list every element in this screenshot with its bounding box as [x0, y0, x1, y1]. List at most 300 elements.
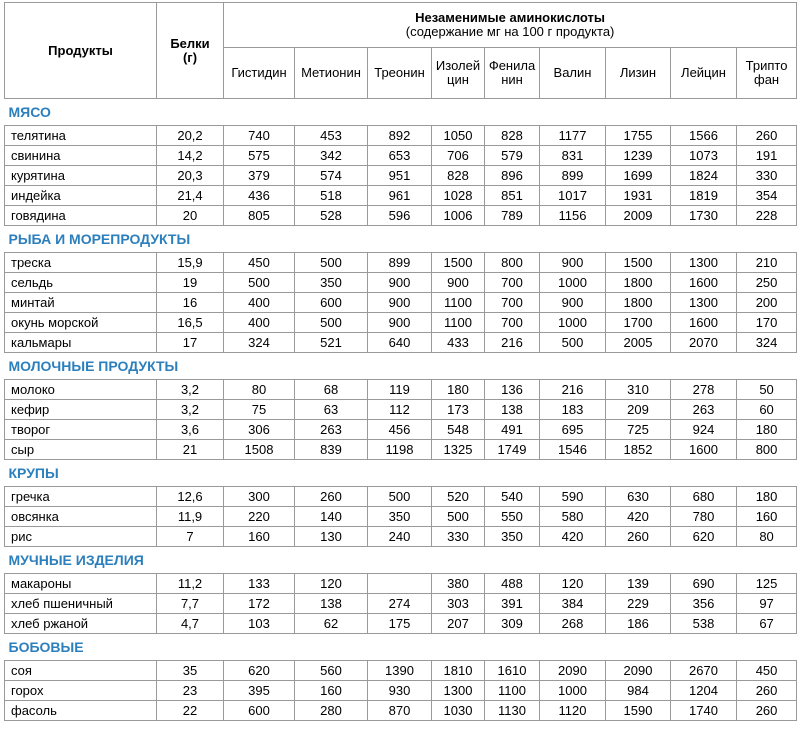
amino-acid-value: 350 — [295, 273, 368, 293]
amino-acid-value: 620 — [224, 661, 295, 681]
amino-acid-value: 310 — [606, 380, 671, 400]
amino-acid-value: 306 — [224, 420, 295, 440]
amino-acid-value: 330 — [737, 166, 797, 186]
amino-acid-value: 839 — [295, 440, 368, 460]
amino-acid-value: 400 — [224, 313, 295, 333]
product-name: овсянка — [5, 507, 157, 527]
amino-acid-value: 1699 — [606, 166, 671, 186]
amino-acid-value: 263 — [671, 400, 737, 420]
amino-acid-value: 420 — [540, 527, 606, 547]
amino-acid-value: 1546 — [540, 440, 606, 460]
amino-acid-value: 160 — [737, 507, 797, 527]
amino-acid-value: 580 — [540, 507, 606, 527]
amino-acid-value: 138 — [295, 594, 368, 614]
protein-value: 17 — [157, 333, 224, 353]
amino-acid-value: 140 — [295, 507, 368, 527]
table-row — [5, 206, 797, 226]
amino-acid-value: 620 — [671, 527, 737, 547]
amino-acid-value: 450 — [224, 253, 295, 273]
amino-acid-value: 453 — [295, 126, 368, 146]
product-name: сыр — [5, 440, 157, 460]
amino-acid-value: 590 — [540, 487, 606, 507]
protein-value: 15,9 — [157, 253, 224, 273]
amino-acid-value: 1600 — [671, 313, 737, 333]
amino-acid-value: 75 — [224, 400, 295, 420]
product-name: кальмары — [5, 333, 157, 353]
protein-value: 3,6 — [157, 420, 224, 440]
table-row — [5, 166, 797, 186]
amino-acid-value: 488 — [485, 574, 540, 594]
amino-acid-value: 63 — [295, 400, 368, 420]
amino-acid-value: 579 — [485, 146, 540, 166]
amino-acid-value: 1300 — [671, 293, 737, 313]
amino-acid-value: 538 — [671, 614, 737, 634]
amino-acid-value: 207 — [432, 614, 485, 634]
amino-acid-value: 342 — [295, 146, 368, 166]
protein-value: 22 — [157, 701, 224, 721]
amino-acid-value: 1800 — [606, 273, 671, 293]
amino-acid-value: 780 — [671, 507, 737, 527]
amino-acid-value: 1819 — [671, 186, 737, 206]
amino-acid-value: 274 — [368, 594, 432, 614]
protein-header-line2: (г) — [182, 49, 198, 65]
amino-acid-value: 191 — [737, 146, 797, 166]
protein-value: 3,2 — [157, 380, 224, 400]
amino-acid-value: 119 — [368, 380, 432, 400]
category-row — [5, 547, 797, 574]
table-row — [5, 146, 797, 166]
amino-acid-value: 892 — [368, 126, 432, 146]
amino-acid-value: 851 — [485, 186, 540, 206]
amino-acid-value: 433 — [432, 333, 485, 353]
amino-acid-value: 1100 — [432, 313, 485, 333]
amino-acid-value: 1500 — [606, 253, 671, 273]
amino-acid-value: 350 — [368, 507, 432, 527]
amino-acid-value: 278 — [671, 380, 737, 400]
product-name: творог — [5, 420, 157, 440]
category-title: МУЧНЫЕ ИЗДЕЛИЯ — [5, 547, 797, 574]
protein-value: 20,2 — [157, 126, 224, 146]
amino-acid-value: 268 — [540, 614, 606, 634]
amino-acid-value: 930 — [368, 681, 432, 701]
amino-acid-value: 1073 — [671, 146, 737, 166]
category-row — [5, 353, 797, 380]
amino-acid-value: 183 — [540, 400, 606, 420]
amino-acid-value: 896 — [485, 166, 540, 186]
amino-acid-value: 1325 — [432, 440, 485, 460]
column-header-line2: цин — [447, 72, 469, 87]
protein-value: 11,9 — [157, 507, 224, 527]
amino-acid-value: 725 — [606, 420, 671, 440]
amino-acid-value: 789 — [485, 206, 540, 226]
amino-acid-value: 200 — [737, 293, 797, 313]
protein-value: 14,2 — [157, 146, 224, 166]
amino-acid-value: 1050 — [432, 126, 485, 146]
amino-acid-value: 1390 — [368, 661, 432, 681]
table-row — [5, 126, 797, 146]
amino-acid-value: 309 — [485, 614, 540, 634]
amino-acid-value: 899 — [368, 253, 432, 273]
amino-acid-value: 50 — [737, 380, 797, 400]
amino-acid-value: 1800 — [606, 293, 671, 313]
product-name: треска — [5, 253, 157, 273]
amino-acid-value: 500 — [295, 253, 368, 273]
table-row — [5, 380, 797, 400]
amino-acid-value: 1028 — [432, 186, 485, 206]
amino-acid-value: 324 — [224, 333, 295, 353]
product-name: телятина — [5, 126, 157, 146]
column-header-line1: Треонин — [374, 65, 425, 80]
amino-acid-value: 186 — [606, 614, 671, 634]
category-row — [5, 460, 797, 487]
amino-acid-value: 125 — [737, 574, 797, 594]
amino-acid-value: 97 — [737, 594, 797, 614]
protein-value: 21 — [157, 440, 224, 460]
table-row — [5, 527, 797, 547]
amino-acids-group-header — [224, 3, 797, 48]
amino-acid-value: 1500 — [432, 253, 485, 273]
amino-acid-value: 260 — [737, 701, 797, 721]
product-name: свинина — [5, 146, 157, 166]
amino-acid-value: 984 — [606, 681, 671, 701]
protein-header-line1: Белки — [170, 35, 210, 51]
amino-acid-value: 172 — [224, 594, 295, 614]
amino-acid-value: 391 — [485, 594, 540, 614]
amino-acid-value: 450 — [737, 661, 797, 681]
product-name: хлеб ржаной — [5, 614, 157, 634]
amino-acid-value: 900 — [368, 293, 432, 313]
amino-acid-value: 456 — [368, 420, 432, 440]
amino-acid-value: 500 — [295, 313, 368, 333]
amino-acid-value: 120 — [540, 574, 606, 594]
amino-acid-value: 600 — [224, 701, 295, 721]
amino-acid-value: 700 — [485, 293, 540, 313]
amino-acid-value: 1931 — [606, 186, 671, 206]
amino-acid-value: 700 — [485, 273, 540, 293]
amino-acid-value: 250 — [737, 273, 797, 293]
amino-acid-value: 1006 — [432, 206, 485, 226]
protein-value: 35 — [157, 661, 224, 681]
amino-acid-value: 103 — [224, 614, 295, 634]
amino-acid-value: 420 — [606, 507, 671, 527]
amino-acid-value: 1730 — [671, 206, 737, 226]
amino-acid-value: 180 — [737, 487, 797, 507]
amino-acid-value: 60 — [737, 400, 797, 420]
amino-acid-value: 67 — [737, 614, 797, 634]
table-row — [5, 273, 797, 293]
amino-acid-value: 330 — [432, 527, 485, 547]
amino-acid-value: 160 — [295, 681, 368, 701]
column-header-line1: Лейцин — [681, 65, 726, 80]
amino-acid-value: 1156 — [540, 206, 606, 226]
column-header-line1: Фенила — [488, 58, 536, 73]
amino-acid-value: 900 — [368, 313, 432, 333]
table-row — [5, 253, 797, 273]
product-name: гречка — [5, 487, 157, 507]
amino-acid-value: 1000 — [540, 681, 606, 701]
amino-acid-value: 1300 — [432, 681, 485, 701]
table-row — [5, 594, 797, 614]
amino-acid-value: 1100 — [432, 293, 485, 313]
amino-acid-value: 300 — [224, 487, 295, 507]
amino-acid-value: 180 — [432, 380, 485, 400]
amino-acid-value: 1610 — [485, 661, 540, 681]
amino-acid-value: 263 — [295, 420, 368, 440]
amino-acid-value: 160 — [224, 527, 295, 547]
table-row — [5, 313, 797, 333]
amino-acid-value: 133 — [224, 574, 295, 594]
amino-acid-value: 1749 — [485, 440, 540, 460]
amino-acid-value: 1204 — [671, 681, 737, 701]
amino-acid-value: 400 — [224, 293, 295, 313]
amino-acid-value: 1017 — [540, 186, 606, 206]
amino-acid-value: 528 — [295, 206, 368, 226]
amino-acid-value: 900 — [540, 253, 606, 273]
amino-acid-value: 900 — [432, 273, 485, 293]
nutrition-table-container — [4, 2, 797, 721]
column-header-line1: Изолей — [435, 58, 481, 73]
amino-acid-value: 1600 — [671, 440, 737, 460]
amino-acid-value: 700 — [485, 313, 540, 333]
table-row — [5, 661, 797, 681]
amino-acid-value: 2070 — [671, 333, 737, 353]
product-name: курятина — [5, 166, 157, 186]
column-header-line2: фан — [754, 72, 780, 87]
amino-acid-value: 280 — [295, 701, 368, 721]
amino-acid-value: 130 — [295, 527, 368, 547]
column-header-line1: Лизин — [619, 65, 657, 80]
amino-acid-value: 1177 — [540, 126, 606, 146]
amino-acid-value: 961 — [368, 186, 432, 206]
amino-acid-value: 574 — [295, 166, 368, 186]
amino-acid-value: 1120 — [540, 701, 606, 721]
amino-acid-value: 740 — [224, 126, 295, 146]
table-row — [5, 333, 797, 353]
column-header-line2: нин — [501, 72, 523, 87]
product-name: молоко — [5, 380, 157, 400]
protein-value: 16 — [157, 293, 224, 313]
product-name: рис — [5, 527, 157, 547]
table-row — [5, 420, 797, 440]
amino-acid-value: 560 — [295, 661, 368, 681]
amino-acid-value: 240 — [368, 527, 432, 547]
amino-acid-value: 170 — [737, 313, 797, 333]
amino-acid-value: 380 — [432, 574, 485, 594]
protein-value: 12,6 — [157, 487, 224, 507]
table-row — [5, 507, 797, 527]
column-header-line1: Трипто — [745, 58, 788, 73]
column-header — [737, 48, 797, 99]
table-row — [5, 487, 797, 507]
product-name: макароны — [5, 574, 157, 594]
amino-acid-value: 870 — [368, 701, 432, 721]
amino-acid-value: 2009 — [606, 206, 671, 226]
amino-acids-title: Незаменимые аминокислоты — [415, 10, 606, 25]
amino-acid-value: 220 — [224, 507, 295, 527]
amino-acid-value: 1198 — [368, 440, 432, 460]
protein-value: 7 — [157, 527, 224, 547]
protein-value: 20,3 — [157, 166, 224, 186]
column-header — [368, 48, 432, 99]
amino-acid-value: 175 — [368, 614, 432, 634]
amino-acid-value: 1000 — [540, 313, 606, 333]
amino-acid-value: 900 — [368, 273, 432, 293]
amino-acid-value: 112 — [368, 400, 432, 420]
amino-acid-value: 800 — [737, 440, 797, 460]
amino-acid-value: 1239 — [606, 146, 671, 166]
amino-acid-value: 2670 — [671, 661, 737, 681]
table-row — [5, 574, 797, 594]
protein-value: 23 — [157, 681, 224, 701]
amino-acid-value: 1100 — [485, 681, 540, 701]
category-title: МЯСО — [5, 99, 797, 126]
amino-acid-value: 1508 — [224, 440, 295, 460]
product-name: минтай — [5, 293, 157, 313]
amino-acid-value: 1300 — [671, 253, 737, 273]
amino-acid-value: 1600 — [671, 273, 737, 293]
category-title: МОЛОЧНЫЕ ПРОДУКТЫ — [5, 353, 797, 380]
amino-acid-value: 324 — [737, 333, 797, 353]
column-header — [432, 48, 485, 99]
protein-value: 11,2 — [157, 574, 224, 594]
amino-acid-value: 216 — [485, 333, 540, 353]
amino-acid-value: 550 — [485, 507, 540, 527]
amino-acid-value: 596 — [368, 206, 432, 226]
amino-acid-value: 706 — [432, 146, 485, 166]
amino-acid-value: 1566 — [671, 126, 737, 146]
amino-acid-value: 900 — [540, 293, 606, 313]
amino-acid-value: 228 — [737, 206, 797, 226]
product-name: индейка — [5, 186, 157, 206]
amino-acid-value: 138 — [485, 400, 540, 420]
amino-acid-value: 828 — [485, 126, 540, 146]
protein-value: 19 — [157, 273, 224, 293]
amino-acid-value: 384 — [540, 594, 606, 614]
table-row — [5, 293, 797, 313]
amino-acid-value: 136 — [485, 380, 540, 400]
amino-acid-value: 828 — [432, 166, 485, 186]
category-title: БОБОВЫЕ — [5, 634, 797, 661]
amino-acid-value: 1740 — [671, 701, 737, 721]
amino-acid-value: 260 — [737, 681, 797, 701]
protein-value: 21,4 — [157, 186, 224, 206]
amino-acid-value: 2005 — [606, 333, 671, 353]
category-row — [5, 634, 797, 661]
amino-acid-value: 695 — [540, 420, 606, 440]
column-header-line1: Валин — [553, 65, 592, 80]
amino-acid-value: 436 — [224, 186, 295, 206]
amino-acid-value: 173 — [432, 400, 485, 420]
amino-acid-value: 500 — [432, 507, 485, 527]
product-name: говядина — [5, 206, 157, 226]
column-header — [671, 48, 737, 99]
amino-acid-value: 924 — [671, 420, 737, 440]
amino-acid-value: 2090 — [540, 661, 606, 681]
amino-acid-value: 216 — [540, 380, 606, 400]
protein-value: 16,5 — [157, 313, 224, 333]
amino-acid-value: 1755 — [606, 126, 671, 146]
amino-acid-value: 951 — [368, 166, 432, 186]
amino-acid-value: 521 — [295, 333, 368, 353]
amino-acid-value: 260 — [295, 487, 368, 507]
table-row — [5, 400, 797, 420]
amino-acid-value: 139 — [606, 574, 671, 594]
amino-acid-value: 653 — [368, 146, 432, 166]
amino-acid-value: 350 — [485, 527, 540, 547]
amino-acid-value: 2090 — [606, 661, 671, 681]
amino-acid-value: 1810 — [432, 661, 485, 681]
column-header — [295, 48, 368, 99]
amino-acid-value: 210 — [737, 253, 797, 273]
amino-acid-value: 1852 — [606, 440, 671, 460]
amino-acid-value: 209 — [606, 400, 671, 420]
amino-acid-value: 491 — [485, 420, 540, 440]
protein-value: 20 — [157, 206, 224, 226]
column-header — [224, 48, 295, 99]
column-header-line1: Гистидин — [231, 65, 287, 80]
category-row — [5, 99, 797, 126]
amino-acid-value: 548 — [432, 420, 485, 440]
amino-acid-value: 303 — [432, 594, 485, 614]
amino-acid-value: 805 — [224, 206, 295, 226]
amino-acid-value: 229 — [606, 594, 671, 614]
table-row — [5, 440, 797, 460]
product-name: горох — [5, 681, 157, 701]
product-name: кефир — [5, 400, 157, 420]
amino-acid-value: 260 — [606, 527, 671, 547]
category-title: КРУПЫ — [5, 460, 797, 487]
product-name: сельдь — [5, 273, 157, 293]
amino-acid-value: 680 — [671, 487, 737, 507]
amino-acid-value: 575 — [224, 146, 295, 166]
amino-acid-value: 68 — [295, 380, 368, 400]
amino-acid-value: 354 — [737, 186, 797, 206]
amino-acid-value: 1700 — [606, 313, 671, 333]
amino-acid-value: 80 — [737, 527, 797, 547]
products-header: Продукты — [5, 3, 157, 99]
protein-header — [157, 3, 224, 99]
category-row — [5, 226, 797, 253]
amino-acid-value: 520 — [432, 487, 485, 507]
protein-value: 7,7 — [157, 594, 224, 614]
amino-acid-value: 800 — [485, 253, 540, 273]
amino-acids-subtitle: (содержание мг на 100 г продукта) — [405, 24, 615, 39]
amino-acid-value: 899 — [540, 166, 606, 186]
table-row — [5, 614, 797, 634]
amino-acid-value: 831 — [540, 146, 606, 166]
amino-acid-value: 540 — [485, 487, 540, 507]
amino-acid-value: 1824 — [671, 166, 737, 186]
column-header — [485, 48, 540, 99]
amino-acid-value: 62 — [295, 614, 368, 634]
protein-value: 4,7 — [157, 614, 224, 634]
column-header — [540, 48, 606, 99]
amino-acid-value: 80 — [224, 380, 295, 400]
amino-acid-value: 1590 — [606, 701, 671, 721]
amino-acid-value: 518 — [295, 186, 368, 206]
column-header — [606, 48, 671, 99]
amino-acid-value: 690 — [671, 574, 737, 594]
amino-acid-value: 500 — [224, 273, 295, 293]
product-name: соя — [5, 661, 157, 681]
amino-acid-value — [368, 574, 432, 594]
amino-acid-table — [4, 2, 797, 721]
amino-acid-value: 395 — [224, 681, 295, 701]
table-row — [5, 186, 797, 206]
amino-acid-value: 120 — [295, 574, 368, 594]
table-row — [5, 701, 797, 721]
product-name: хлеб пшеничный — [5, 594, 157, 614]
